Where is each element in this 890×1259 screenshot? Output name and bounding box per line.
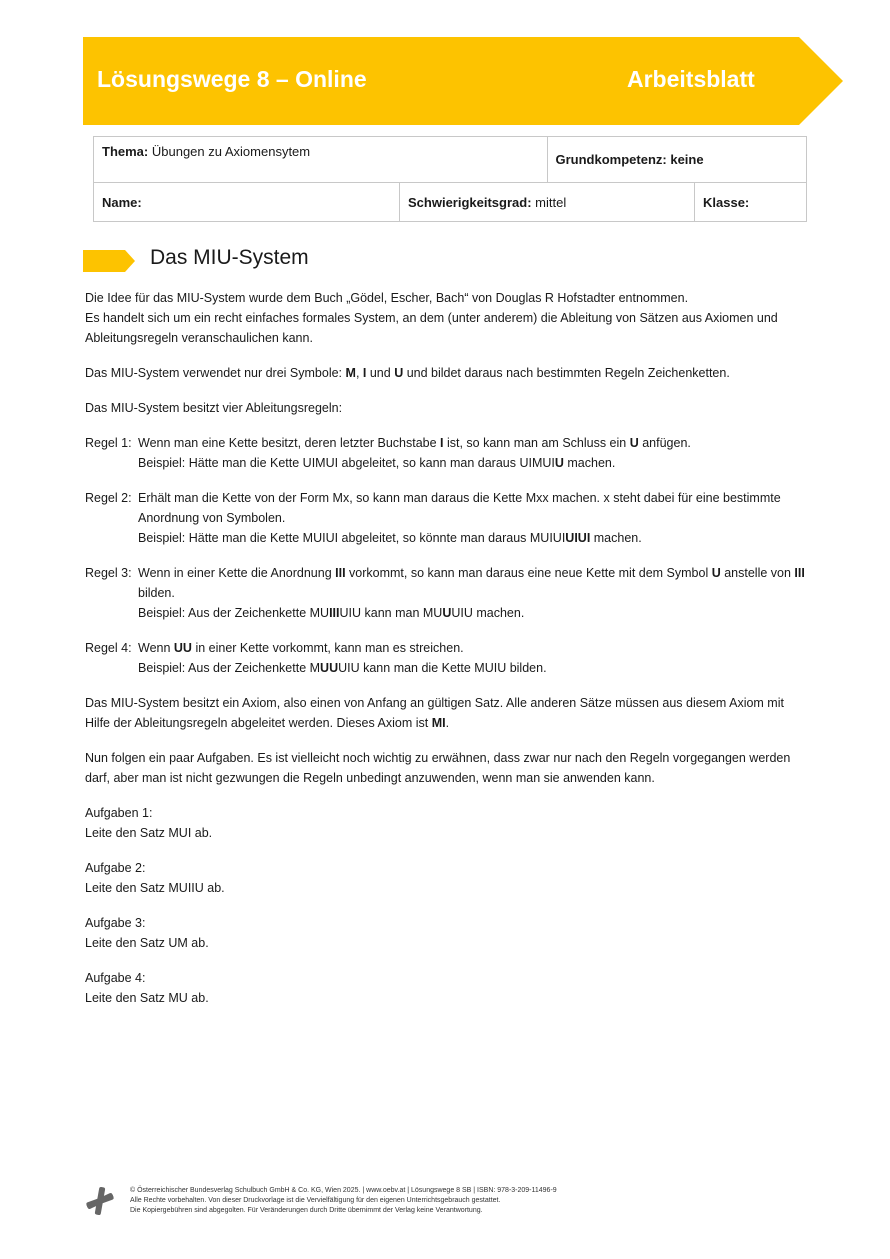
intro-line1: Die Idee für das MIU-System wurde dem Buch „Gödel, Escher, Bach“ von Douglas R Hofstadter entnommen. xyxy=(85,291,689,305)
task-1 xyxy=(85,803,810,843)
section-arrow-icon xyxy=(83,250,135,272)
symbols-paragraph xyxy=(85,363,810,383)
rule-bold: I xyxy=(440,436,444,450)
rule-text: anstelle von xyxy=(720,566,795,580)
rule-bold: U xyxy=(711,566,721,580)
topic-value: Übungen zu Axiomensytem xyxy=(151,144,311,159)
topic-label: Thema: xyxy=(102,144,149,159)
rule-bold: UU xyxy=(320,661,339,675)
rule-label: Regel 1: xyxy=(85,436,132,450)
task-title: Aufgaben 1: xyxy=(85,806,153,820)
worksheet-content xyxy=(85,288,810,1023)
note-paragraph: Nun folgen ein paar Aufgaben. Es ist vielleicht noch wichtig zu erwähnen, dass zwar nur nach den Regeln vorgegangen werden darf, aber man ist nicht gezwungen die Regeln unbedingt anzuwenden, wenn man sie anwenden kann. xyxy=(85,751,791,785)
intro-line2: Es handelt sich um ein recht einfaches formales System, an dem (unter anderem) die Ableitung von Sätzen aus Axiomen und Ableitungsregeln veranschaulichen kann. xyxy=(85,311,778,345)
rule-text: in einer Kette vorkommt, kann man es streichen. xyxy=(191,641,464,655)
intro-paragraph xyxy=(85,288,810,348)
rule-bold: U xyxy=(629,436,639,450)
difficulty-cell xyxy=(400,183,695,222)
task-text: Leite den Satz MUIIU ab. xyxy=(85,881,225,895)
task-text: Leite den Satz UM ab. xyxy=(85,936,209,950)
rule-body xyxy=(138,563,810,623)
rule-bold: III xyxy=(329,606,340,620)
class-field[interactable] xyxy=(695,183,807,222)
symbol-u: U xyxy=(394,366,404,380)
page-footer xyxy=(85,1184,805,1224)
rule-text: Erhält man die Kette von der Form Mx, so kann man daraus die Kette Mxx machen. x steht dabei für eine bestimmte Anordnung von Symbolen. xyxy=(138,491,781,525)
rule-bold: III xyxy=(794,566,805,580)
rule-bold: III xyxy=(335,566,346,580)
class-label: Klasse: xyxy=(703,194,750,210)
task-title: Aufgabe 4: xyxy=(85,971,146,985)
rule-example: Beispiel: Aus der Zeichenkette MU xyxy=(138,606,330,620)
name-label: Name: xyxy=(102,194,142,210)
rule-text: anfügen. xyxy=(638,436,691,450)
rule-4 xyxy=(85,638,810,678)
footer-copyright: © Österreichischer Bundesverlag Schulbuch GmbH & Co. KG, Wien 2025. | www.oebv.at | Lösungswege 8 SB | ISBN: 978-3-209-11496-9 xyxy=(130,1187,557,1194)
rule-example: Beispiel: Aus der Zeichenkette M xyxy=(138,661,321,675)
task-title: Aufgabe 2: xyxy=(85,861,146,875)
rule-body xyxy=(138,488,810,548)
axiom-text: Das MIU-System besitzt ein Axiom, also einen von Anfang an gültigen Satz. Alle anderen Sätze müssen aus diesem Axiom mit Hilfe der Ableitungsregeln abgeleitet werden. Dieses Axiom ist xyxy=(85,696,784,730)
symbols-text-end: und bildet daraus nach bestimmten Regeln Zeichenketten. xyxy=(403,366,730,380)
rule-text: Wenn in einer Kette die Anordnung xyxy=(138,566,336,580)
symbols-sep: , xyxy=(355,366,363,380)
rule-bold: U xyxy=(442,606,452,620)
rule-bold: UIUI xyxy=(565,531,591,545)
symbols-and: und xyxy=(366,366,395,380)
rule-1 xyxy=(85,433,810,473)
difficulty-label: Schwierigkeitsgrad: xyxy=(408,194,532,210)
section-title: Das MIU-System xyxy=(150,246,309,269)
name-field[interactable] xyxy=(94,183,400,222)
section-header xyxy=(83,246,483,276)
rule-example: UIU machen. xyxy=(451,606,525,620)
rule-text: Wenn man eine Kette besitzt, deren letzter Buchstabe xyxy=(138,436,441,450)
rule-label: Regel 4: xyxy=(85,641,132,655)
task-text: Leite den Satz MUI ab. xyxy=(85,826,213,840)
footer-rights: Alle Rechte vorbehalten. Von dieser Druckvorlage ist die Vervielfältigung für den eigenen Unterrichtsgebrauch gestattet. xyxy=(130,1197,501,1204)
info-table xyxy=(93,136,807,222)
oebv-logo-icon xyxy=(85,1186,115,1216)
footer-fees: Die Kopiergebühren sind abgegolten. Für Veränderungen durch Dritte übernimmt der Verlag keine Verantwortung. xyxy=(130,1207,483,1214)
footer-text xyxy=(130,1186,557,1216)
difficulty-value: mittel xyxy=(535,194,567,210)
worksheet-title: Lösungswege 8 – Online xyxy=(97,66,367,92)
rule-bold: U xyxy=(554,456,564,470)
competence-cell xyxy=(547,137,807,183)
symbols-text: Das MIU-System verwendet nur drei Symbole: xyxy=(85,366,346,380)
rule-text: bilden. xyxy=(138,586,175,600)
rule-text: Wenn xyxy=(138,641,174,655)
axiom-bold: MI xyxy=(431,716,446,730)
rule-3 xyxy=(85,563,810,623)
rule-body xyxy=(138,638,810,678)
rule-label: Regel 2: xyxy=(85,491,132,505)
header-banner xyxy=(83,37,843,125)
rule-body xyxy=(138,433,810,473)
task-4 xyxy=(85,968,810,1008)
task-2 xyxy=(85,858,810,898)
topic-cell xyxy=(94,137,548,183)
symbol-m: M xyxy=(345,366,356,380)
rule-2 xyxy=(85,488,810,548)
rules-intro: Das MIU-System besitzt vier Ableitungsregeln: xyxy=(85,401,343,415)
rule-example: UIU kann man MU xyxy=(339,606,443,620)
rule-text: vorkommt, so kann man daraus eine neue Kette mit dem Symbol xyxy=(345,566,712,580)
task-text: Leite den Satz MU ab. xyxy=(85,991,209,1005)
worksheet-type: Arbeitsblatt xyxy=(627,66,755,92)
rule-label: Regel 3: xyxy=(85,566,132,580)
axiom-paragraph xyxy=(85,693,810,733)
rule-example: machen. xyxy=(563,456,616,470)
rule-text: ist, so kann man am Schluss ein xyxy=(443,436,630,450)
rule-example: machen. xyxy=(590,531,642,545)
axiom-end: . xyxy=(445,716,450,730)
rule-example: Beispiel: Hätte man die Kette MUIUI abgeleitet, so könnte man daraus MUIUI xyxy=(138,531,566,545)
rule-bold: UU xyxy=(173,641,192,655)
rule-example: Beispiel: Hätte man die Kette UIMUI abgeleitet, so kann man daraus UIMUI xyxy=(138,456,555,470)
rule-example: UIU kann man die Kette MUIU bilden. xyxy=(338,661,547,675)
task-3 xyxy=(85,913,810,953)
symbol-i: I xyxy=(362,366,367,380)
competence-text: Grundkompetenz: keine xyxy=(555,152,704,167)
task-title: Aufgabe 3: xyxy=(85,916,146,930)
